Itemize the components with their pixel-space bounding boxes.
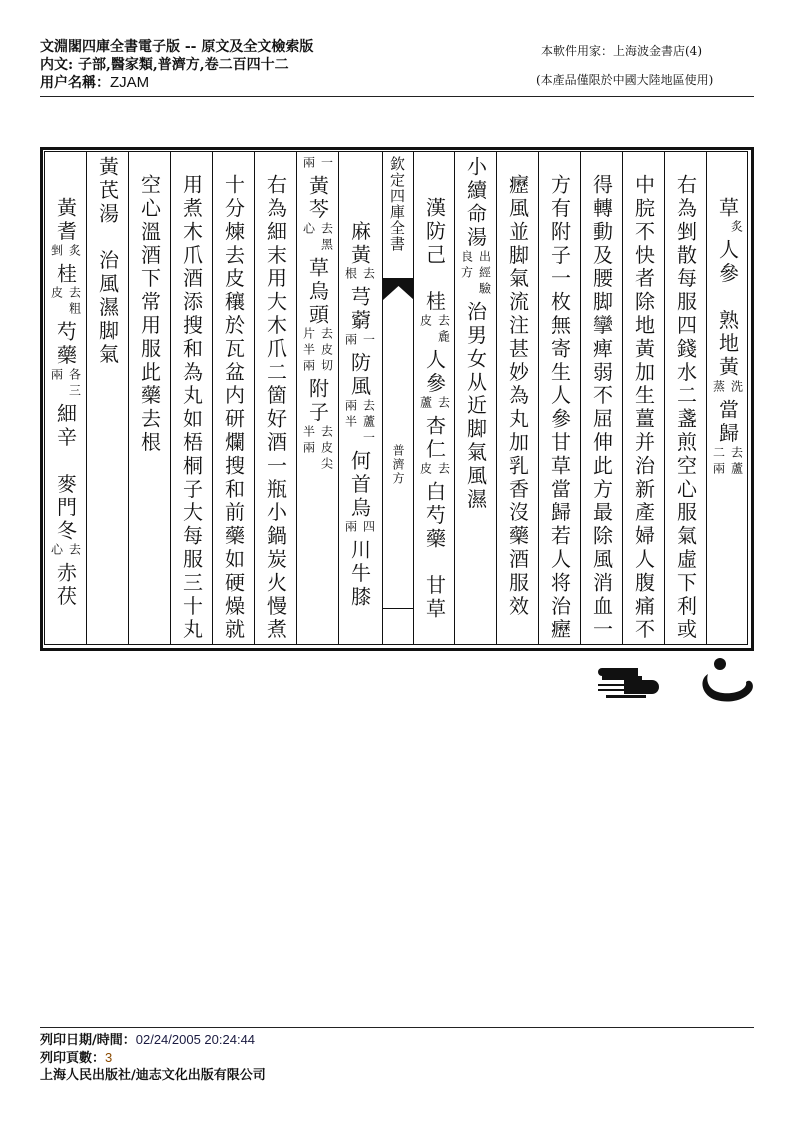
annotation-left: 皮 (418, 461, 433, 478)
main-text: 得轉動及腰脚攣痺弱不屈伸此方最除風消血一 (589, 174, 614, 642)
text-column (496, 152, 538, 644)
user-name: ZJAM (110, 74, 150, 91)
annotation-right: 四 (361, 520, 376, 537)
annotation (708, 220, 748, 236)
print-date-line (40, 1031, 255, 1050)
annotation (708, 446, 748, 478)
annotation-left: 兩 (301, 156, 316, 172)
content-label: 内文: (40, 57, 79, 73)
licensee: 本軟件用家：上海波金書店(4) (541, 44, 702, 58)
annotation-right: 炙 (729, 220, 744, 237)
text-column (296, 152, 338, 644)
annotation-left: 二兩 (711, 445, 726, 478)
annotation-right: 去 (361, 267, 376, 284)
content-path (40, 56, 289, 74)
main-text: 細辛 麥門冬 (53, 403, 78, 544)
annotation-right: 去蘆 (729, 445, 744, 478)
annotation (415, 396, 455, 412)
annotation-left: 兩 (343, 520, 358, 537)
annotation (46, 244, 86, 260)
annotation-right: 去皮切 (319, 327, 334, 376)
annotation-right: 去 (436, 395, 451, 412)
main-text: 桂 (53, 262, 78, 287)
annotation (708, 380, 748, 396)
main-text: 當歸 (715, 398, 740, 446)
footer-rule (40, 1027, 754, 1028)
annotation-right: 去 (67, 543, 82, 560)
annotation (298, 425, 338, 473)
section-title: 普濟方 (391, 444, 405, 486)
annotation-right: 去 (436, 461, 451, 478)
main-text: 十分煉去皮穰於瓦盆内研爛搜和前藥如硬燥就 (221, 174, 246, 642)
header-rule (40, 96, 754, 97)
text-column (538, 152, 580, 644)
main-text: 右為剉散每服四錢水二盞煎空心服氣虛下利或 (673, 174, 698, 642)
annotation-right: 出經驗 (477, 249, 492, 298)
fish-tail-mark-icon (383, 278, 414, 300)
text-column (128, 152, 170, 644)
text-column (706, 152, 748, 644)
main-text: 黃芪湯 治風濕脚氣 (95, 156, 120, 367)
text-column (413, 152, 455, 644)
center-column (382, 152, 413, 644)
annotation-right: 一 (361, 333, 376, 350)
user-label: 用户名稱： (40, 75, 110, 91)
annotation (340, 333, 380, 349)
text-column (254, 152, 296, 644)
annotation-right: 一 (319, 156, 334, 172)
main-text: 白芍藥 甘草 (422, 480, 447, 622)
annotation-left: 半兩 (301, 424, 316, 457)
annotation (46, 368, 86, 400)
publisher-logo-brush-icon (690, 654, 760, 714)
main-text: 附子 (305, 378, 330, 425)
print-date: 02/24/2005 20:24:44 (135, 1032, 256, 1047)
annotation-right: 炙 (67, 243, 82, 260)
main-text: 川牛膝 (347, 539, 372, 610)
main-text: 小續命湯 (463, 156, 488, 250)
print-pages-line (40, 1049, 112, 1068)
publisher: 上海人民出版社/迪志文化出版有限公司 (40, 1068, 266, 1083)
annotation (340, 399, 380, 447)
annotation-left: 兩 (49, 368, 64, 385)
main-text: 中脘不快者除地黃加生薑并治新產婦人腹痛不 (631, 174, 656, 642)
annotation-left (710, 220, 728, 236)
print-pages-label: 列印頁數： (40, 1051, 106, 1066)
annotation-left: 皮 (418, 314, 433, 330)
annotation-left: 剉 (49, 243, 64, 260)
annotation (415, 462, 455, 478)
annotation (415, 314, 455, 346)
main-text: 漢防己 桂 (422, 197, 447, 314)
annotation (340, 520, 380, 536)
text-column (664, 152, 706, 644)
main-text: 方有附子一枚無寄生人參甘草當歸若人将治癧 (547, 174, 572, 642)
main-text: 芍藥 (53, 321, 78, 369)
text-column (44, 152, 86, 644)
main-text: 人參 (422, 349, 447, 396)
annotation-right: 各三 (67, 368, 82, 401)
main-text: 用煮木爪酒添搜和為丸如梧桐子大每服三十丸 (179, 174, 204, 642)
annotation-right: 去粗 (67, 286, 82, 319)
text-column (338, 152, 380, 644)
annotation-left: 蒸 (711, 379, 726, 396)
annotation-left: 心 (49, 543, 64, 560)
annotation-right: 去皮尖 (319, 424, 334, 473)
restriction-note: (本產品僅限於中國大陸地區使用) (536, 73, 714, 87)
annotation-left: 心 (301, 221, 316, 238)
main-text: 芎藭 (347, 286, 372, 334)
annotation (298, 327, 338, 375)
annotation-left: 兩半 (343, 398, 358, 431)
main-text: 何首烏 (347, 449, 372, 521)
annotation (456, 250, 496, 298)
text-column (580, 152, 622, 644)
main-text: 杏仁 (422, 414, 447, 462)
text-column (454, 152, 496, 644)
annotation-right: 去黑 (319, 221, 334, 254)
annotation-left: 片半兩 (301, 327, 316, 376)
main-text: 癧風並脚氣流注甚妙為丸加乳香沒藥酒服效 (505, 174, 530, 619)
app-title: 文淵閣四庫全書電子版 -- 原文及全文檢索版 (40, 39, 314, 55)
main-text: 黃芩 (305, 175, 330, 222)
main-text: 空心溫酒下常用服此藥去根 (137, 174, 162, 455)
main-text: 草 (715, 197, 740, 221)
publisher-logo-books-icon (596, 662, 666, 702)
main-text: 赤茯 (53, 562, 78, 610)
annotation (340, 267, 380, 283)
annotation-left: 根 (343, 267, 358, 284)
annotation-left: 良方 (459, 249, 474, 282)
main-text: 治男女从近脚氣風濕 (463, 300, 488, 512)
text-column (212, 152, 254, 644)
print-pages: 3 (105, 1050, 113, 1065)
annotation-left: 蘆 (418, 395, 433, 412)
annotation (298, 222, 338, 254)
annotation-right: 去麁 (436, 314, 451, 346)
print-date-label: 列印日期/時間： (40, 1033, 136, 1048)
annotation-right: 洗 (729, 379, 744, 396)
main-text: 黃耆 (53, 197, 78, 244)
user-line (40, 74, 149, 92)
annotation-right: 去蘆一 (361, 398, 376, 447)
text-column (622, 152, 664, 644)
center-divider (383, 608, 414, 609)
annotation (298, 156, 338, 172)
annotation-left: 兩 (343, 333, 358, 350)
annotation (46, 543, 86, 559)
book-title: 欽定四庫全書 (388, 156, 406, 252)
text-column (170, 152, 212, 644)
main-text: 右為細末用大木爪二箇好酒一瓶小鍋炭火慢煮 (263, 174, 288, 642)
content-path-value: 子部,醫家類,普濟方,卷二百四十二 (78, 57, 289, 73)
main-text: 防風 (347, 352, 372, 399)
annotation-left: 皮 (49, 286, 64, 303)
text-column (86, 152, 128, 644)
main-text: 麻黃 (347, 197, 372, 268)
main-text: 人參 熟地黃 (715, 239, 740, 380)
main-text: 草烏頭 (305, 256, 330, 328)
annotation (46, 286, 86, 318)
